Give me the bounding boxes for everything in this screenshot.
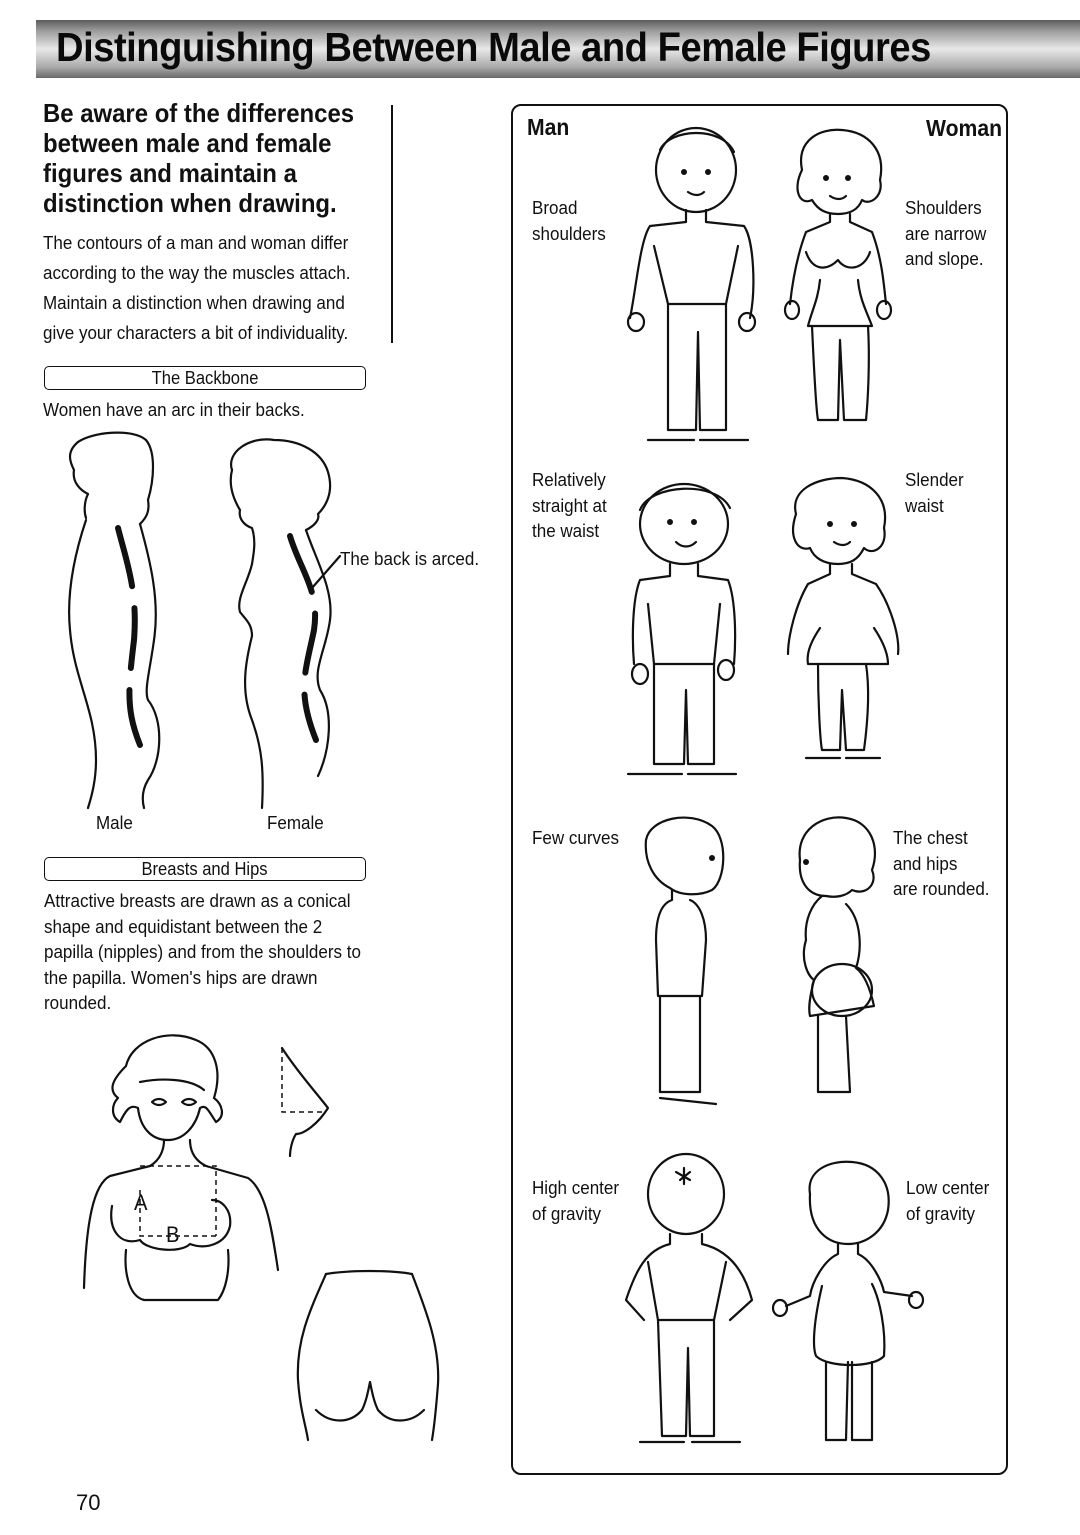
female-back-figure [231, 439, 331, 808]
backbone-heading-box [44, 366, 366, 390]
breast-profile-diagram [282, 1048, 328, 1156]
title-bar [36, 20, 1080, 78]
backbone-text: Women have an arc in their backs. [43, 399, 305, 420]
woman-caption-3: The chest and hips are rounded. [893, 827, 990, 899]
man-caption-2: Relatively straight at the waist [532, 469, 607, 541]
annotation-pointer [312, 556, 340, 588]
label-b: B [166, 1222, 180, 1247]
man-header: Man [527, 114, 570, 140]
man-caption-4: High center of gravity [532, 1177, 620, 1224]
hips-back-figure [298, 1271, 438, 1440]
label-female: Female [267, 812, 324, 833]
male-back-figure [69, 433, 159, 808]
backbone-heading: The Backbone [151, 368, 259, 388]
intro-text: The contours of a man and woman differ according to the way the muscles attach. Maintain a distinction when drawing and give your characters a bit of individuality. [43, 232, 351, 343]
female-bust-figure [84, 1035, 278, 1300]
breasts-hips-text: Attractive breasts are drawn as a conical shape and equidistant between the 2 papilla (nipples) and from the shoulders to the papilla. Women's hips are drawn rounded. [44, 890, 361, 1013]
breasts-hips-heading-box [44, 857, 366, 881]
man-caption-3: Few curves [532, 827, 620, 848]
intro-divider [391, 105, 393, 343]
woman-header: Woman [926, 115, 1003, 141]
woman-caption-4: Low center of gravity [906, 1177, 990, 1224]
breasts-hips-heading: Breasts and Hips [141, 859, 269, 879]
female-spine-line [290, 536, 316, 740]
page-title: Distinguishing Between Male and Female Figures [56, 24, 931, 70]
woman-caption-2: Slender waist [905, 469, 964, 516]
male-spine-line [118, 528, 140, 745]
label-a: A [134, 1190, 148, 1215]
backbone-annotation: The back is arced. [340, 548, 480, 569]
comparison-panel [511, 104, 1008, 1475]
intro-heading: Be aware of the differences between male and female figures and maintain a distinction when drawing. [43, 98, 355, 218]
label-male: Male [96, 812, 133, 833]
page-number: 70 [76, 1490, 101, 1515]
woman-caption-1: Shoulders are narrow and slope. [905, 197, 987, 269]
man-caption-1: Broad shoulders [532, 197, 606, 244]
